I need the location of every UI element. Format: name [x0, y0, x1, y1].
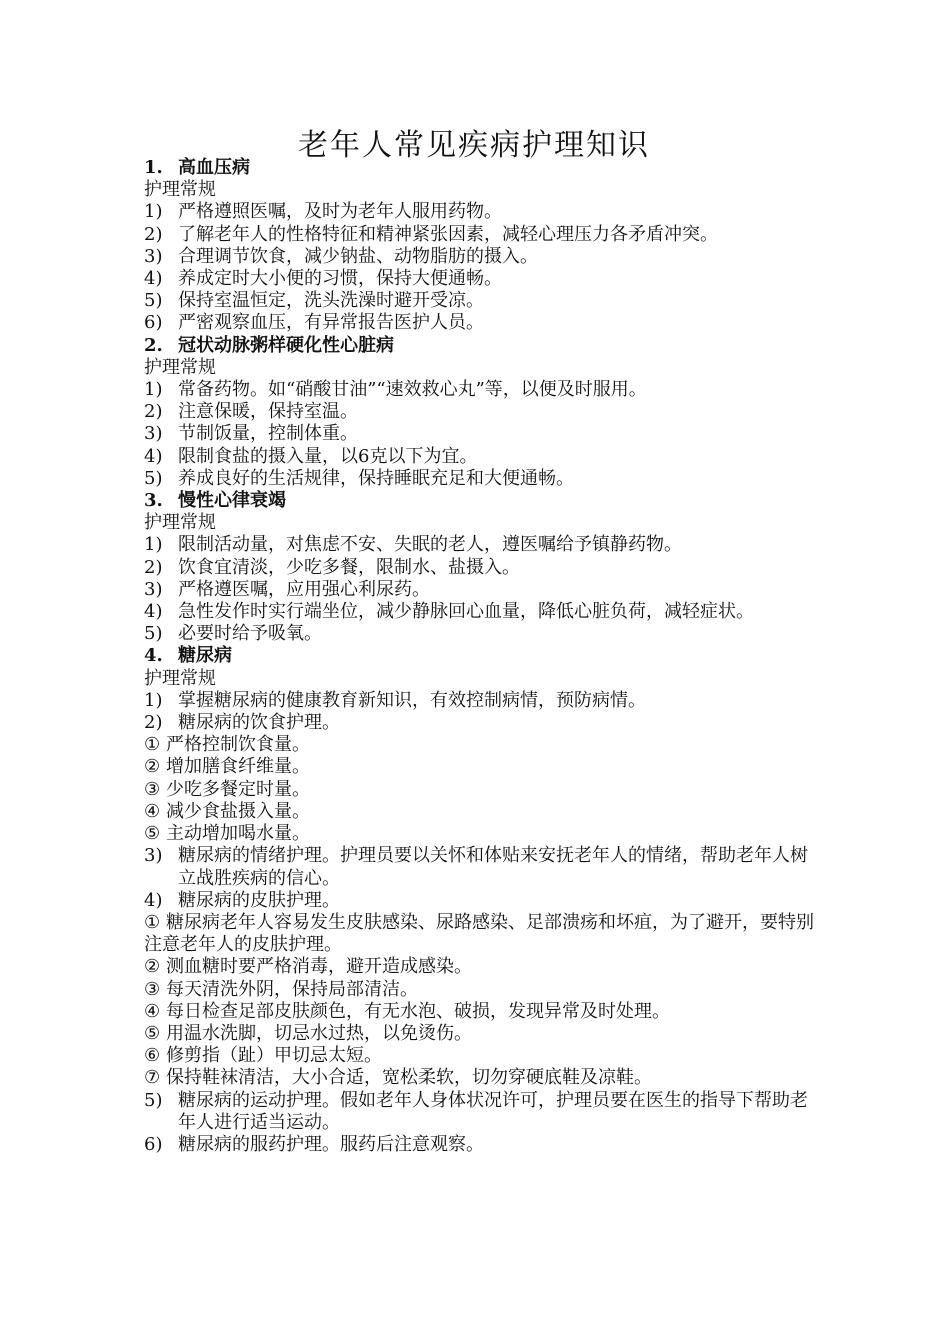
section-title: 冠状动脉粥样硬化性心脏病: [178, 334, 394, 356]
sub-item: [144, 1001, 824, 1023]
circled-number: ④: [144, 800, 161, 822]
circled-number: ①: [144, 734, 161, 756]
circled-number: ④: [144, 1000, 161, 1022]
section-number: 3.: [144, 490, 163, 512]
routine-label: 护理常规: [144, 179, 216, 201]
item-number: 6): [144, 1133, 163, 1155]
circled-number: ⑤: [144, 1022, 161, 1044]
item-text: 养成良好的生活规律，保持睡眠充足和大便通畅。: [178, 467, 574, 489]
list-item: [144, 534, 824, 556]
item-text: 限制食盐的摄入量，以6克以下为宜。: [178, 445, 478, 467]
item-number: 2): [144, 223, 163, 245]
item-number: 1): [144, 689, 163, 711]
item-number: 4): [144, 889, 163, 911]
item-text: 用温水洗脚，切忌水过热，以免烫伤。: [166, 1022, 472, 1044]
circled-number: ②: [144, 956, 161, 978]
list-item: [144, 224, 824, 246]
circled-number: ②: [144, 756, 161, 778]
item-text: 修剪指（趾）甲切忌太短。: [166, 1045, 382, 1067]
item-number: 5): [144, 623, 163, 645]
item-text: 糖尿病的皮肤护理。: [178, 889, 340, 911]
sub-item: [144, 779, 824, 801]
list-item: [144, 446, 824, 468]
circled-number: ①: [144, 911, 161, 933]
circled-number: ⑥: [144, 1045, 161, 1067]
section-heading: [144, 157, 824, 179]
section-title: 慢性心律衰竭: [178, 490, 286, 512]
item-number: 5): [144, 1089, 163, 1111]
item-text: 糖尿病的饮食护理。: [178, 712, 340, 734]
item-text: 糖尿病的运动护理。假如老年人身体状况许可，护理员要在医生的指导下帮助老年人进行适当运动。: [178, 1089, 808, 1133]
routine-label: 护理常规: [144, 512, 216, 534]
item-text: 严格遵医嘱，应用强心利尿药。: [178, 578, 430, 600]
section-number: 1.: [144, 157, 163, 178]
item-number: 3): [144, 245, 163, 267]
list-item: [144, 401, 824, 423]
sub-item: [144, 912, 824, 956]
item-text: 急性发作时实行端坐位，减少静脉回心血量，降低心脏负荷，减轻症状。: [178, 601, 754, 623]
list-item: [144, 845, 824, 889]
list-item: [144, 468, 824, 490]
item-text: 常备药物。如“硝酸甘油”“速效救心丸”等，以便及时服用。: [178, 379, 647, 401]
item-number: 5): [144, 290, 163, 312]
item-number: 1): [144, 534, 163, 556]
list-item: [144, 201, 824, 223]
item-text: 糖尿病的情绪护理。护理员要以关怀和体贴来安抚老年人的情绪，帮助老年人树立战胜疾病的信心。: [178, 845, 808, 889]
document-body: [144, 157, 824, 1156]
list-item: [144, 246, 824, 268]
item-text: 了解老年人的性格特征和精神紧张因素，减轻心理压力各矛盾冲突。: [178, 223, 718, 245]
circled-number: ③: [144, 978, 161, 1000]
item-text: 合理调节饮食，减少钠盐、动物脂肪的摄入。: [178, 245, 538, 267]
list-item: [144, 312, 824, 334]
list-item: [144, 1134, 824, 1156]
list-item: [144, 579, 824, 601]
item-text: 养成定时大小便的习惯，保持大便通畅。: [178, 268, 502, 290]
item-text: 少吃多餐定时量。: [166, 778, 310, 800]
item-number: 5): [144, 467, 163, 489]
sub-item: [144, 1045, 824, 1067]
list-item: [144, 712, 824, 734]
item-number: 2): [144, 401, 163, 423]
item-text: 糖尿病的服药护理。服药后注意观察。: [178, 1133, 484, 1155]
item-text: 糖尿病老年人容易发生皮肤感染、尿路感染、足部溃疡和坏疽，为了避开，要特别注意老年人的皮肤护理。: [144, 911, 814, 956]
list-item: [144, 379, 824, 401]
sub-item: [144, 734, 824, 756]
section-title: 糖尿病: [178, 645, 232, 667]
section-number: 4.: [144, 645, 163, 667]
item-text: 注意保暖，保持室温。: [178, 401, 358, 423]
item-text: 必要时给予吸氧。: [178, 623, 322, 645]
routine-label: 护理常规: [144, 667, 216, 689]
section-heading: [144, 490, 824, 512]
item-text: 保持鞋袜清洁，大小合适，宽松柔软，切勿穿硬底鞋及凉鞋。: [166, 1067, 652, 1089]
item-number: 4): [144, 445, 163, 467]
item-number: 4): [144, 601, 163, 623]
item-text: 每天清洗外阴，保持局部清洁。: [166, 978, 418, 1000]
list-item: [144, 623, 824, 645]
sub-item: [144, 979, 824, 1001]
section-number: 2.: [144, 334, 163, 356]
item-number: 3): [144, 845, 163, 867]
item-text: 严格遵照医嘱，及时为老年人服用药物。: [178, 201, 502, 223]
item-text: 保持室温恒定，洗头洗澡时避开受凉。: [178, 290, 484, 312]
item-number: 2): [144, 556, 163, 578]
sub-item: [144, 1023, 824, 1045]
item-text: 减少食盐摄入量。: [166, 800, 310, 822]
section-heading: [144, 335, 824, 357]
item-text: 每日检查足部皮肤颜色，有无水泡、破损，发现异常及时处理。: [166, 1000, 670, 1022]
item-number: 2): [144, 712, 163, 734]
document-title: 老年人常见疾病护理知识: [298, 128, 650, 163]
list-item: [144, 690, 824, 712]
section-heading: [144, 645, 824, 667]
list-item: [144, 890, 824, 912]
list-item: [144, 268, 824, 290]
list-item: [144, 557, 824, 579]
item-text: 节制饭量，控制体重。: [178, 423, 358, 445]
item-text: 严密观察血压，有异常报告医护人员。: [178, 312, 484, 334]
sub-item: [144, 1067, 824, 1089]
item-text: 限制活动量，对焦虑不安、失眠的老人，遵医嘱给予镇静药物。: [178, 534, 682, 556]
list-item: [144, 1090, 824, 1134]
routine-label: 护理常规: [144, 356, 216, 378]
item-text: 严格控制饮食量。: [166, 734, 310, 756]
circled-number: ⑤: [144, 823, 161, 845]
sub-item: [144, 823, 824, 845]
item-text: 饮食宜清淡，少吃多餐，限制水、盐摄入。: [178, 556, 520, 578]
circled-number: ⑦: [144, 1067, 161, 1089]
sub-item: [144, 801, 824, 823]
item-text: 掌握糖尿病的健康教育新知识，有效控制病情，预防病情。: [178, 689, 646, 711]
item-number: 1): [144, 201, 163, 223]
item-number: 3): [144, 423, 163, 445]
section-title: 高血压病: [178, 157, 250, 178]
item-text: 增加膳食纤维量。: [166, 756, 310, 778]
sub-item: [144, 956, 824, 978]
list-item: [144, 290, 824, 312]
item-number: 4): [144, 268, 163, 290]
item-text: 主动增加喝水量。: [166, 823, 310, 845]
circled-number: ③: [144, 778, 161, 800]
item-number: 3): [144, 578, 163, 600]
sub-item: [144, 756, 824, 778]
item-number: 1): [144, 379, 163, 401]
item-text: 测血糖时要严格消毒，避开造成感染。: [166, 956, 472, 978]
list-item: [144, 423, 824, 445]
item-number: 6): [144, 312, 163, 334]
list-item: [144, 601, 824, 623]
